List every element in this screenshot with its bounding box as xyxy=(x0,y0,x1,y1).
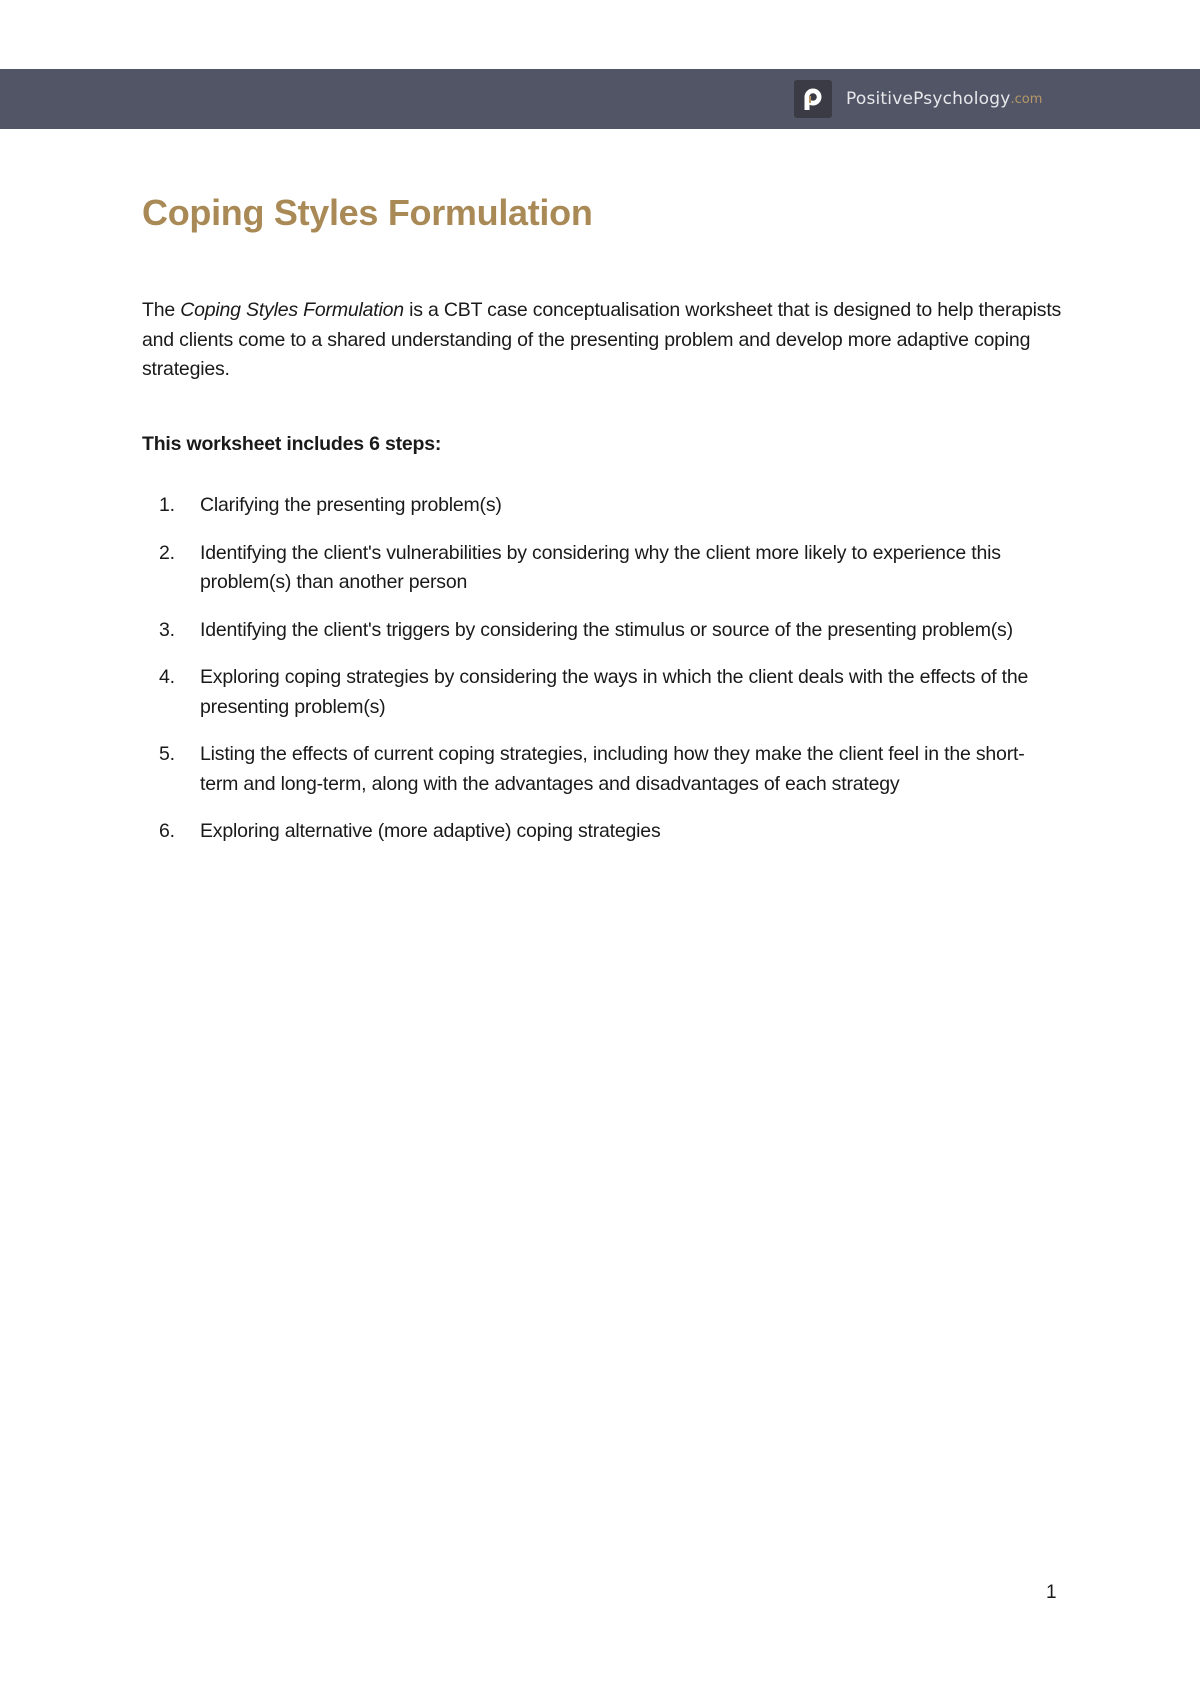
brand-suffix: .com xyxy=(1010,91,1043,107)
step-number: 4. xyxy=(159,666,175,688)
step-text: Exploring coping strategies by considering the ways in which the client deals with the effects of the presenting problem(s) xyxy=(200,666,1029,718)
page-number: 1 xyxy=(1046,1582,1057,1603)
step-item xyxy=(142,491,1062,521)
intro-prefix: The xyxy=(142,299,181,321)
step-number: 6. xyxy=(159,820,175,842)
step-item xyxy=(142,539,1062,598)
step-number: 2. xyxy=(159,541,175,564)
step-item xyxy=(142,740,1062,799)
step-item xyxy=(142,663,1062,722)
step-text: Clarifying the presenting problem(s) xyxy=(200,494,502,516)
step-number: 3. xyxy=(159,618,175,641)
header-bar xyxy=(0,69,1200,129)
step-item xyxy=(142,817,1062,847)
step-text: Listing the effects of current coping strategies, including how they make the client feel in the short-term and long-term, along with the advantages and disadvantages of each strategy xyxy=(200,743,1025,795)
step-number: 1. xyxy=(159,494,175,516)
step-item xyxy=(142,616,1062,646)
step-text: Identifying the client's vulnerabilities by considering why the client more likely to experience this problem(s) than another person xyxy=(200,541,1001,593)
step-text: Exploring alternative (more adaptive) coping strategies xyxy=(200,820,661,842)
brand-logo[interactable] xyxy=(794,80,1042,118)
step-number: 5. xyxy=(159,743,175,765)
intro-worksheet-name: Coping Styles Formulation xyxy=(180,299,404,321)
intro-body: is a CBT case conceptualisation worksheet that is designed to help therapists and clients come to a shared understanding of the presenting problem and develop more adaptive coping strategies. xyxy=(142,299,1062,380)
page-title: Coping Styles Formulation xyxy=(142,192,593,233)
positive-psychology-logo-icon xyxy=(794,80,832,118)
step-text: Identifying the client's triggers by considering the stimulus or source of the presenting problem(s) xyxy=(200,618,1013,641)
steps-heading: This worksheet includes 6 steps: xyxy=(142,433,442,455)
brand-name: PositivePsychology xyxy=(846,89,1011,109)
steps-list xyxy=(142,491,1062,865)
intro-paragraph xyxy=(142,296,1062,385)
